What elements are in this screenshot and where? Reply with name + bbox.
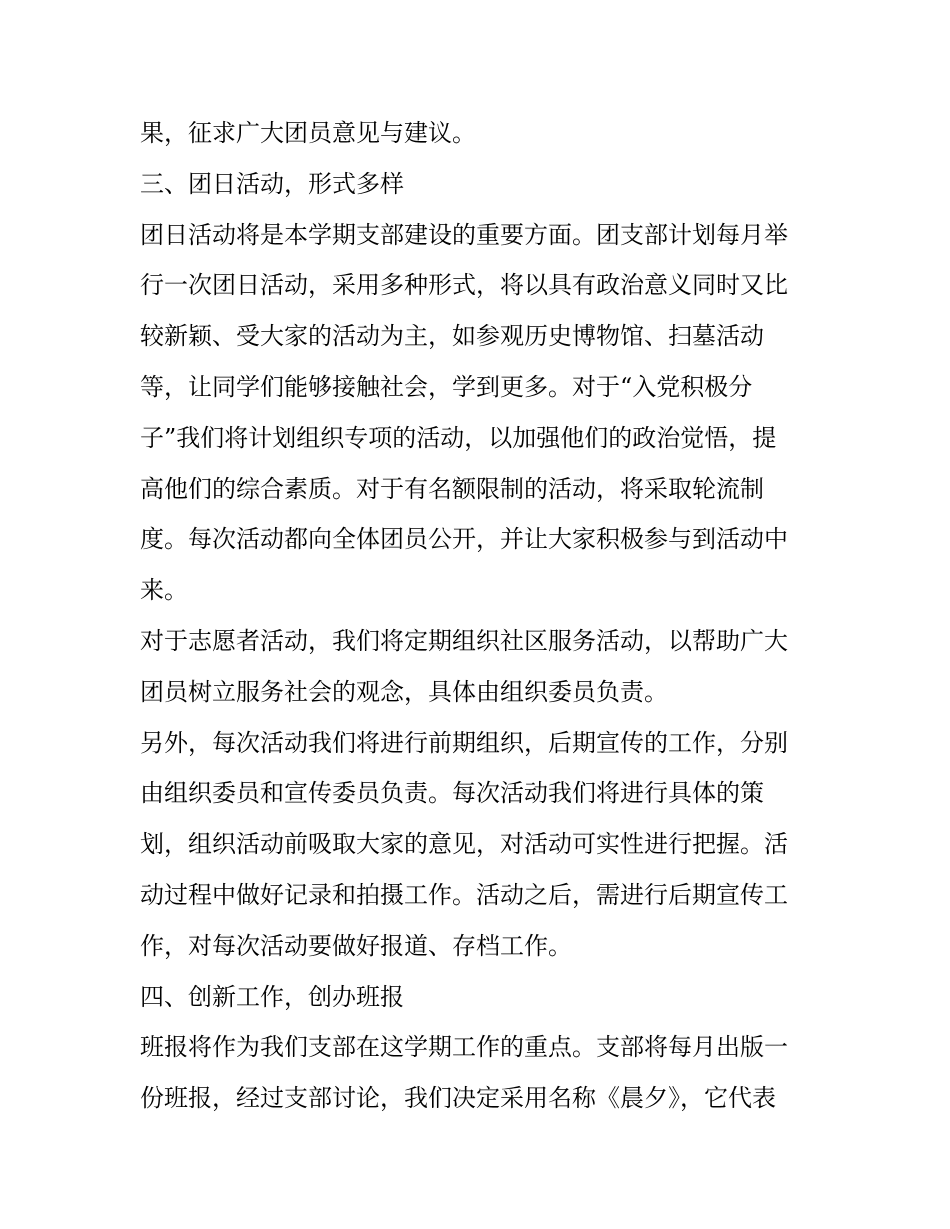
text-line: 划，组织活动前吸取大家的意见，对活动可实性进行把握。活 bbox=[140, 830, 788, 859]
text-line: 子”我们将计划组织专项的活动，以加强他们的政治觉悟，提 bbox=[140, 423, 777, 452]
section-heading: 四、创新工作，创办班报 bbox=[140, 982, 404, 1011]
text-line: 果，征求广大团员意见与建议。 bbox=[140, 119, 476, 147]
text-line: 较新颖、受大家的活动为主，如参观历史博物馆、扫墓活动 bbox=[140, 322, 764, 351]
text-line: 度。每次活动都向全体团员公开，并让大家积极参与到活动中 bbox=[140, 525, 788, 554]
document-body bbox=[140, 108, 820, 1124]
text-line: 来。 bbox=[140, 576, 188, 605]
text-line: 对于志愿者活动，我们将定期组织社区服务活动，以帮助广大 bbox=[140, 626, 788, 655]
text-line: 等，让同学们能够接触社会，学到更多。对于“入党积极分 bbox=[140, 372, 753, 401]
text-line: 作，对每次活动要做好报道、存档工作。 bbox=[140, 931, 572, 960]
text-line: 由组织委员和宣传委员负责。每次活动我们将进行具体的策 bbox=[140, 779, 764, 808]
section-heading: 三、团日活动，形式多样 bbox=[140, 169, 404, 198]
text-line: 动过程中做好记录和拍摄工作。活动之后，需进行后期宣传工 bbox=[140, 880, 788, 909]
text-line: 班报将作为我们支部在这学期工作的重点。支部将每月出版一 bbox=[140, 1033, 788, 1062]
text-line: 另外，每次活动我们将进行前期组织，后期宣传的工作，分别 bbox=[140, 728, 788, 757]
text-line: 团员树立服务社会的观念，具体由组织委员负责。 bbox=[140, 677, 668, 706]
text-line: 行一次团日活动，采用多种形式，将以具有政治意义同时又比 bbox=[140, 271, 788, 300]
text-line: 高他们的综合素质。对于有名额限制的活动，将采取轮流制 bbox=[140, 474, 764, 503]
text-line: 份班报，经过支部讨论，我们决定采用名称《晨夕》，它代表 bbox=[140, 1084, 776, 1113]
text-line: 团日活动将是本学期支部建设的重要方面。团支部计划每月举 bbox=[140, 220, 788, 249]
